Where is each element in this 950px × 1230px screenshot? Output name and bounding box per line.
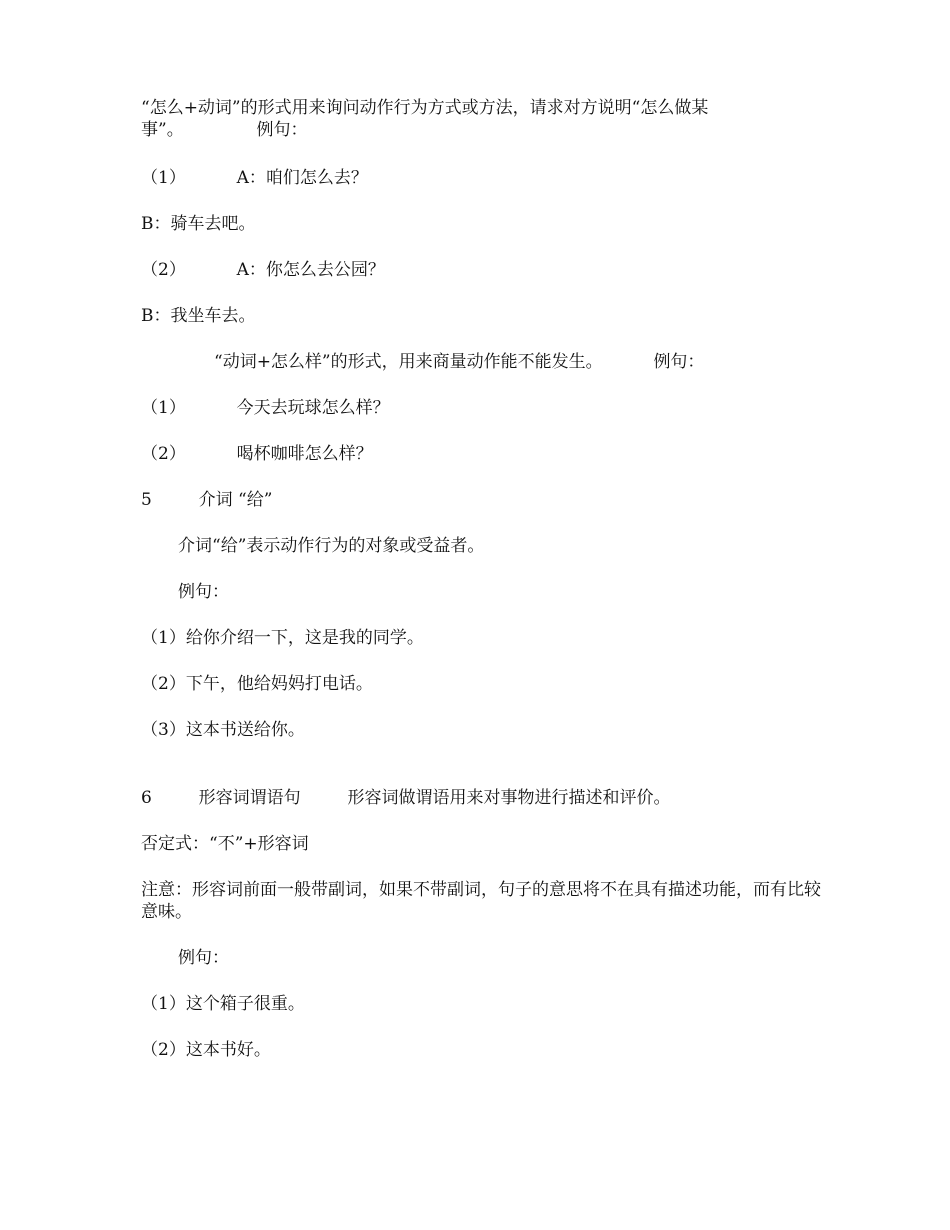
example-item <box>141 167 368 189</box>
section-number: 5 <box>141 490 152 510</box>
example-item: （3）这本书送给你。 <box>141 720 305 740</box>
section-number: 6 <box>141 788 152 808</box>
example-label: 例句： <box>653 352 705 372</box>
example-item: （1）给你介绍一下，这是我的同学。 <box>141 628 424 648</box>
paragraph-text: “动词+怎么样”的形式，用来商量动作能不能发生。 <box>214 352 603 372</box>
paragraph-line <box>214 351 704 373</box>
example-item <box>141 397 390 419</box>
example-text: A：咱们怎么去？ <box>236 168 368 188</box>
section-heading <box>141 489 272 511</box>
example-item: （2）下午，他给妈妈打电话。 <box>141 674 373 694</box>
example-number: （2） <box>141 444 186 464</box>
example-item: （1）这个箱子很重。 <box>141 994 305 1014</box>
example-label: 例句： <box>178 948 229 968</box>
example-item <box>141 259 385 281</box>
example-text: 喝杯咖啡怎么样？ <box>236 444 373 464</box>
example-number: （1） <box>141 398 186 418</box>
example-item <box>141 443 373 465</box>
example-label: 例句： <box>256 120 308 140</box>
example-response: B：我坐车去。 <box>141 306 256 326</box>
paragraph-line: “怎么+动词”的形式用来询问动作行为方式或方法，请求对方说明“怎么做某 <box>141 98 709 118</box>
note-paragraph: 注意：形容词前面一般带副词，如果不带副词，句子的意思将不在具有描述功能，而有比较意味。 <box>141 880 821 922</box>
example-text: A：你怎么去公园？ <box>236 260 385 280</box>
example-item: （2）这本书好。 <box>141 1040 271 1060</box>
example-number: （2） <box>141 260 186 280</box>
negative-form: 否定式：“不”+形容词 <box>141 834 309 854</box>
section-title: 形容词谓语句 <box>198 788 301 808</box>
paragraph-text: 事”。 <box>141 120 184 140</box>
section-description: 形容词做谓语用来对事物进行描述和评价。 <box>347 788 671 808</box>
section-heading <box>141 787 670 809</box>
section-title: 介词 “给” <box>198 490 273 510</box>
paragraph-line <box>141 119 308 141</box>
example-number: （1） <box>141 168 186 188</box>
example-response: B：骑车去吧。 <box>141 214 256 234</box>
example-label: 例句： <box>178 582 229 602</box>
example-text: 今天去玩球怎么样？ <box>236 398 390 418</box>
section-description: 介词“给”表示动作行为的对象或受益者。 <box>178 536 485 556</box>
